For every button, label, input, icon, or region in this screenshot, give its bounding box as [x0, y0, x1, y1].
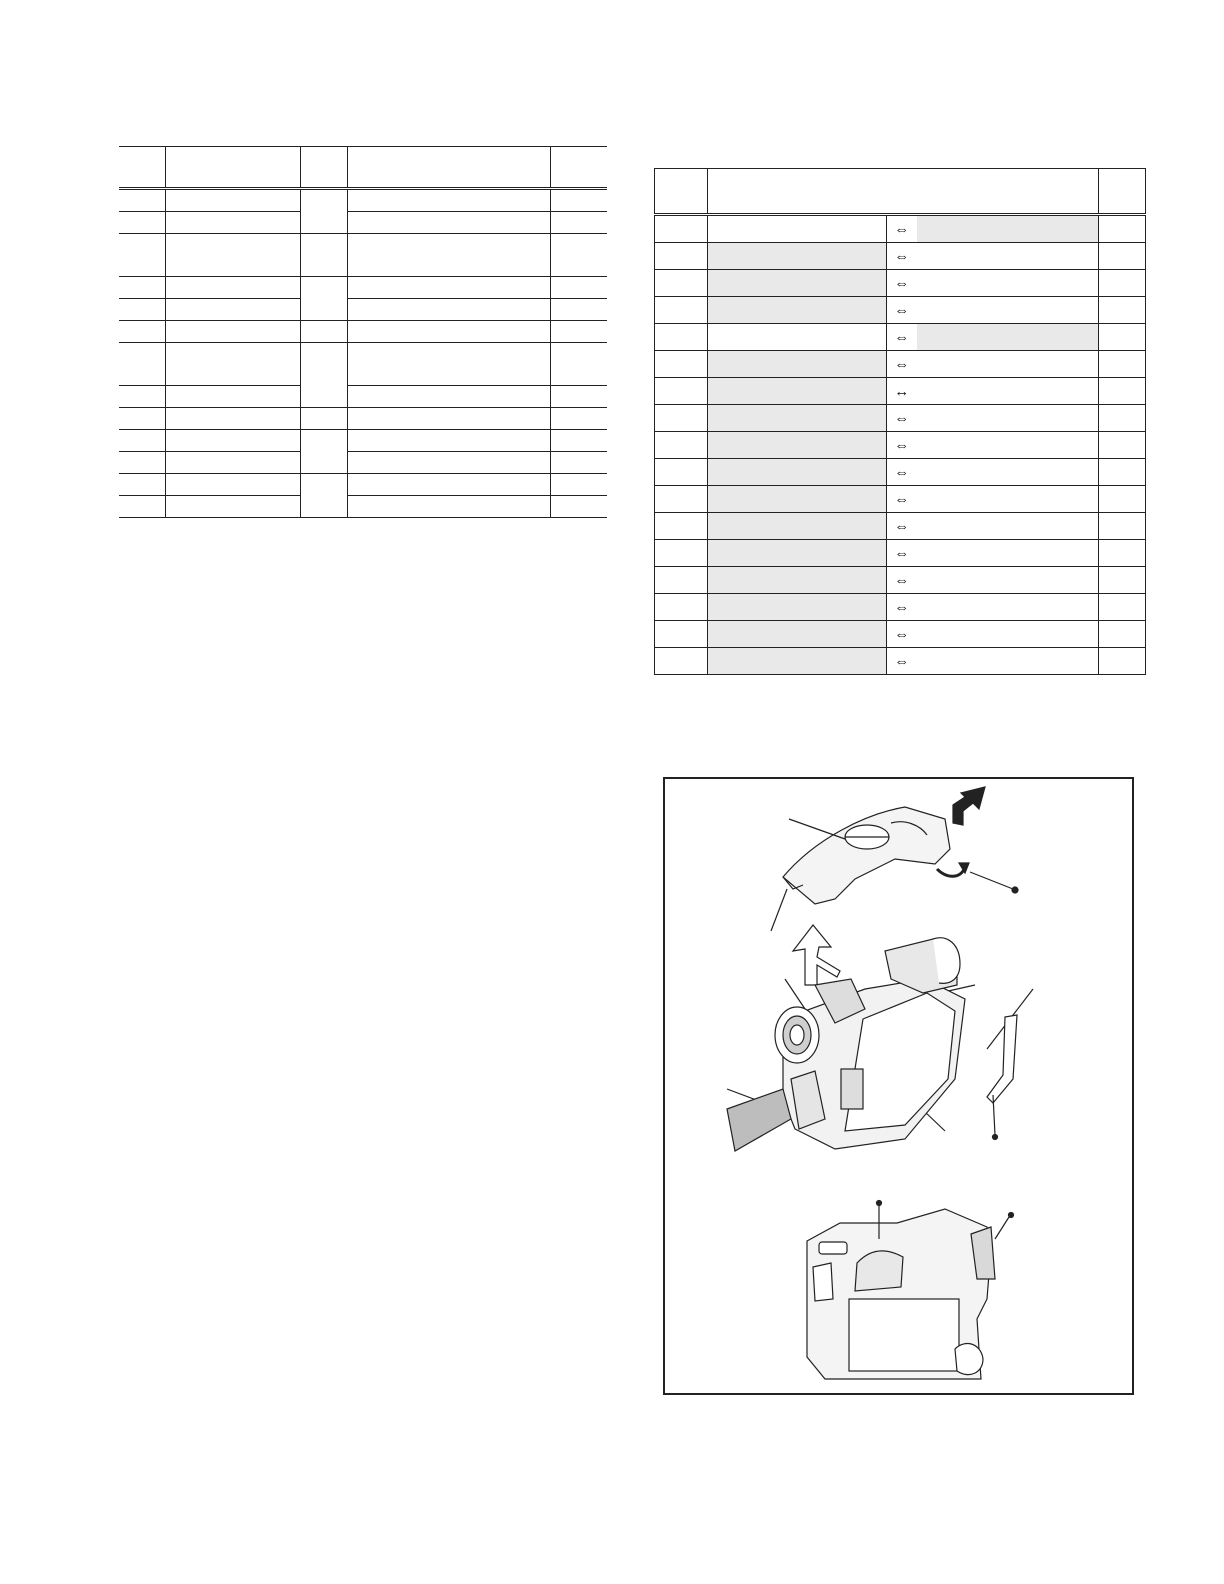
- double-arrow-icon: ⇔: [887, 324, 917, 351]
- table-row: [119, 343, 607, 386]
- connection-from-cell: [708, 540, 887, 567]
- table-row: [655, 513, 1146, 540]
- double-arrow-icon: ⇔: [887, 459, 917, 486]
- double-arrow-icon: ⇔: [887, 513, 917, 540]
- ref-cell: [1099, 459, 1146, 486]
- double-arrow-icon: ↔: [887, 378, 917, 405]
- right-table-header-row: [655, 169, 1146, 215]
- ref-cell: [1099, 648, 1146, 675]
- ref-cell: [1099, 486, 1146, 513]
- header-cell: [655, 169, 708, 215]
- table-row: [655, 351, 1146, 378]
- table-row: [119, 212, 607, 234]
- double-arrow-icon: ⇔: [887, 243, 917, 270]
- connection-to-cell: [917, 540, 1099, 567]
- table-row: [655, 621, 1146, 648]
- ref-cell: [1099, 351, 1146, 378]
- row-number-cell: [655, 540, 708, 567]
- header-cell: [550, 147, 607, 189]
- connection-to-cell: [917, 486, 1099, 513]
- table-row: [119, 386, 607, 408]
- double-arrow-icon: ⇔: [887, 351, 917, 378]
- table-row: [655, 243, 1146, 270]
- ref-cell: [1099, 540, 1146, 567]
- double-arrow-icon: ⇔: [887, 540, 917, 567]
- ref-cell: [1099, 378, 1146, 405]
- ref-cell: [1099, 567, 1146, 594]
- ref-cell: [1099, 215, 1146, 243]
- header-cell: [165, 147, 300, 189]
- connection-from-cell: [708, 297, 887, 324]
- table-row: [655, 648, 1146, 675]
- table-row: [119, 408, 607, 430]
- double-arrow-icon: ⇔: [887, 270, 917, 297]
- right-connection-table: [654, 168, 1146, 675]
- connection-from-cell: [708, 378, 887, 405]
- double-arrow-icon: ⇔: [887, 621, 917, 648]
- connection-from-cell: [708, 648, 887, 675]
- connection-from-cell: [708, 621, 887, 648]
- table-row: [655, 324, 1146, 351]
- table-row: [119, 430, 607, 452]
- table-row: [119, 474, 607, 496]
- row-number-cell: [655, 378, 708, 405]
- table-row: [119, 299, 607, 321]
- connection-to-cell: [917, 621, 1099, 648]
- row-number-cell: [655, 243, 708, 270]
- connection-from-cell: [708, 567, 887, 594]
- ref-cell: [1099, 243, 1146, 270]
- row-number-cell: [655, 351, 708, 378]
- rotate-arrow-icon: [937, 863, 969, 876]
- ref-cell: [1099, 324, 1146, 351]
- row-number-cell: [655, 270, 708, 297]
- connection-from-cell: [708, 324, 887, 351]
- connection-to-cell: [917, 324, 1099, 351]
- connection-to-cell: [917, 432, 1099, 459]
- connection-from-cell: [708, 270, 887, 297]
- ref-cell: [1099, 405, 1146, 432]
- camcorder-body-upper: [727, 938, 965, 1151]
- table-row: [655, 459, 1146, 486]
- connection-from-cell: [708, 513, 887, 540]
- connection-from-cell: [708, 243, 887, 270]
- header-cell: [708, 169, 1099, 215]
- table-row: [655, 432, 1146, 459]
- row-number-cell: [655, 486, 708, 513]
- disassembly-figure: [663, 777, 1134, 1395]
- connection-to-cell: [917, 567, 1099, 594]
- left-table-header-row: [119, 147, 607, 189]
- row-number-cell: [655, 324, 708, 351]
- camcorder-side-view-illustration: [807, 1201, 1014, 1380]
- connection-from-cell: [708, 215, 887, 243]
- table-row: [119, 496, 607, 518]
- ref-cell: [1099, 270, 1146, 297]
- figure-drawing: [665, 779, 1136, 1397]
- table-row: [655, 405, 1146, 432]
- top-cover-part: [783, 807, 950, 904]
- row-number-cell: [655, 594, 708, 621]
- connection-to-cell: [917, 270, 1099, 297]
- screw-icon: [970, 872, 1018, 893]
- double-arrow-icon: ⇔: [887, 297, 917, 324]
- ref-cell: [1099, 297, 1146, 324]
- header-cell: [1099, 169, 1146, 215]
- table-row: [655, 215, 1146, 243]
- up-arrow-icon: [793, 925, 840, 985]
- connection-to-cell: [917, 648, 1099, 675]
- header-cell: [347, 147, 550, 189]
- table-row: [119, 234, 607, 277]
- table-row: [655, 567, 1146, 594]
- table-row: [119, 277, 607, 299]
- left-parts-table: [119, 146, 607, 518]
- connection-from-cell: [708, 405, 887, 432]
- table-row: [655, 594, 1146, 621]
- table-row: [655, 297, 1146, 324]
- ref-cell: [1099, 432, 1146, 459]
- row-number-cell: [655, 459, 708, 486]
- double-arrow-icon: ⇔: [887, 405, 917, 432]
- ref-cell: [1099, 513, 1146, 540]
- double-arrow-icon: ⇔: [887, 486, 917, 513]
- row-number-cell: [655, 432, 708, 459]
- row-number-cell: [655, 215, 708, 243]
- connection-from-cell: [708, 486, 887, 513]
- row-number-cell: [655, 297, 708, 324]
- connection-to-cell: [917, 351, 1099, 378]
- double-arrow-icon: ⇔: [887, 567, 917, 594]
- lift-arrow-icon: [953, 787, 985, 825]
- strap-part: [987, 1015, 1017, 1140]
- row-number-cell: [655, 648, 708, 675]
- table-row: [119, 452, 607, 474]
- connection-to-cell: [917, 297, 1099, 324]
- connection-to-cell: [917, 215, 1099, 243]
- double-arrow-icon: ⇔: [887, 432, 917, 459]
- header-cell: [300, 147, 347, 189]
- table-row: [655, 270, 1146, 297]
- table-row: [119, 321, 607, 343]
- header-cell: [119, 147, 165, 189]
- connection-from-cell: [708, 594, 887, 621]
- row-number-cell: [655, 513, 708, 540]
- ref-cell: [1099, 594, 1146, 621]
- connection-from-cell: [708, 432, 887, 459]
- table-row: [655, 540, 1146, 567]
- connection-to-cell: [917, 405, 1099, 432]
- double-arrow-icon: ⇔: [887, 594, 917, 621]
- connection-to-cell: [917, 513, 1099, 540]
- connection-to-cell: [917, 243, 1099, 270]
- table-row: [655, 486, 1146, 513]
- table-row: [655, 378, 1146, 405]
- connection-from-cell: [708, 459, 887, 486]
- row-number-cell: [655, 405, 708, 432]
- row-number-cell: [655, 621, 708, 648]
- row-number-cell: [655, 567, 708, 594]
- double-arrow-icon: ⇔: [887, 648, 917, 675]
- ref-cell: [1099, 621, 1146, 648]
- connection-to-cell: [917, 459, 1099, 486]
- table-row: [119, 189, 607, 212]
- connection-from-cell: [708, 351, 887, 378]
- double-arrow-icon: ⇔: [887, 215, 917, 243]
- connection-to-cell: [917, 378, 1099, 405]
- connection-to-cell: [917, 594, 1099, 621]
